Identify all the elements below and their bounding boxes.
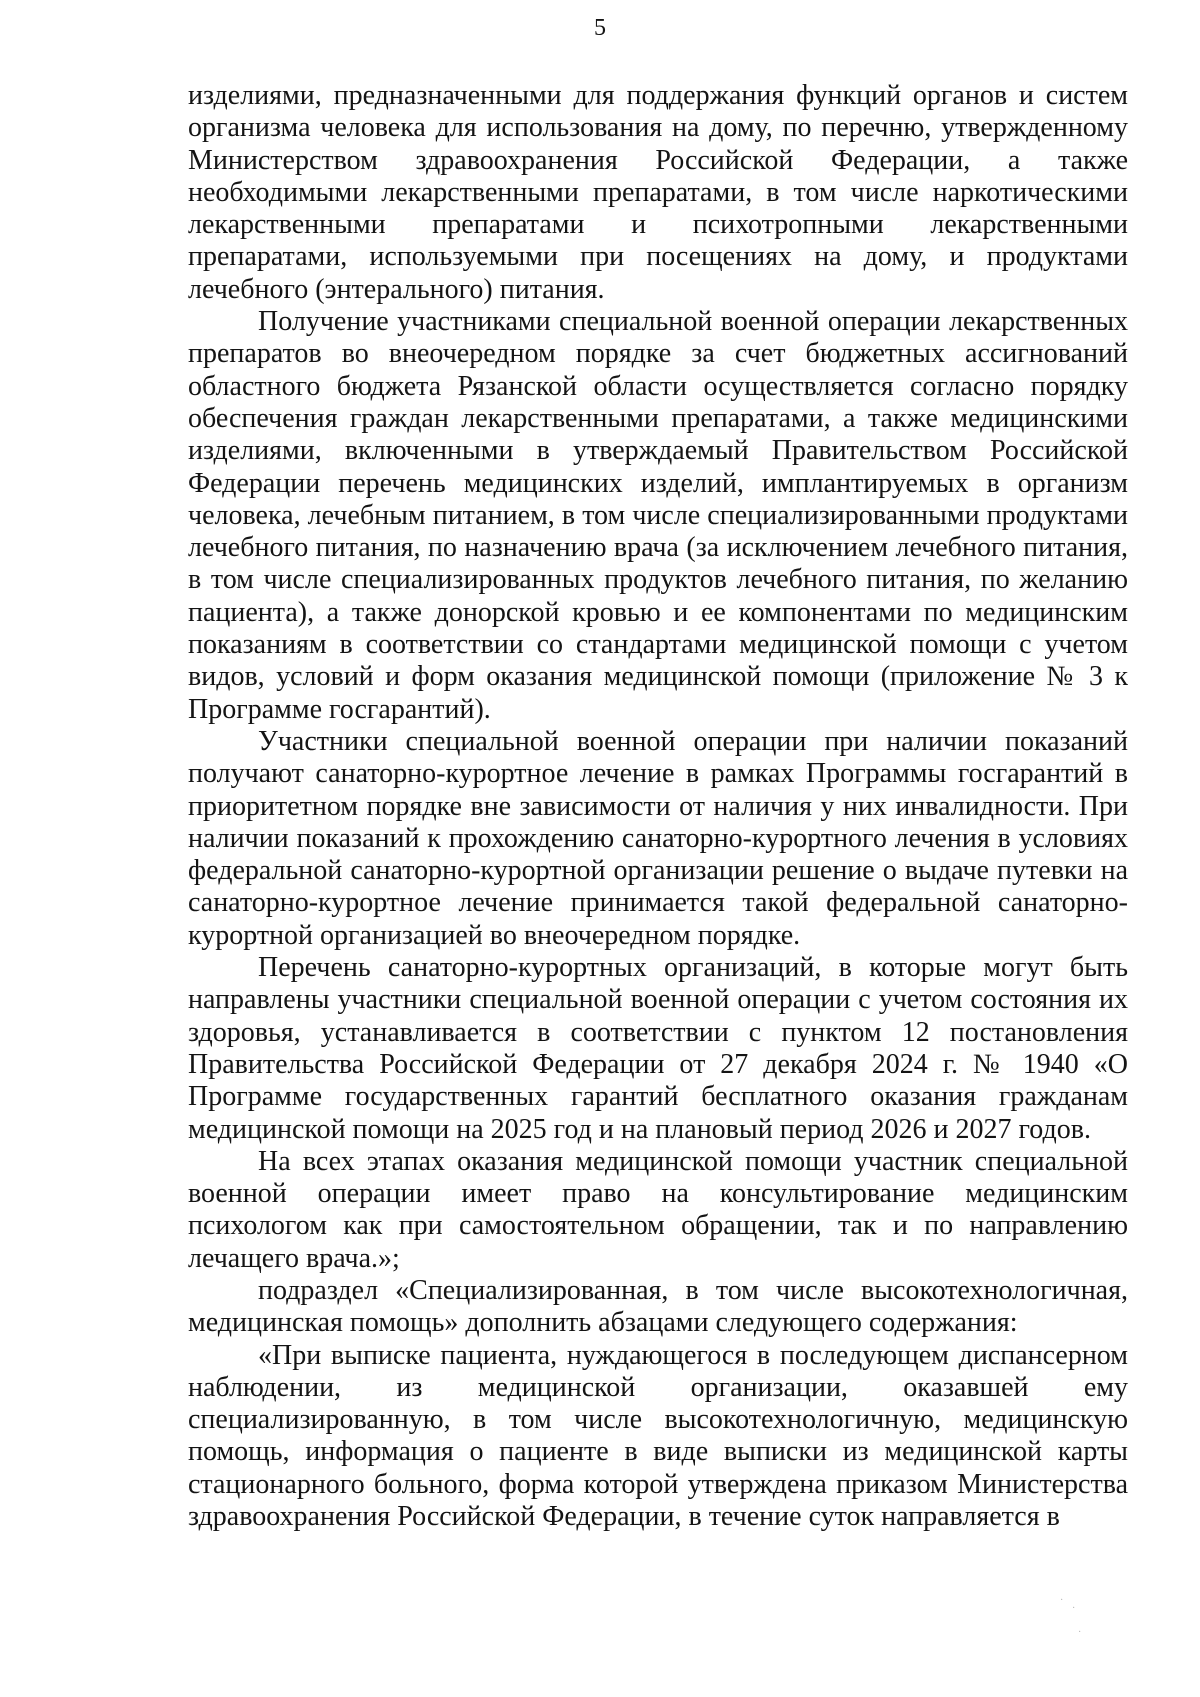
paragraph-psychologist-consultation: На всех этапах оказания медицинской помощи участник специальной военной операции имеет право на консультирование медицинским психологом как при самостоятельном обращении, так и по направлению лечащего врача.»; <box>188 1145 1128 1274</box>
paragraph-subsection-amendment: подраздел «Специализированная, в том числе высокотехнологичная, медицинская помощь» дополнить абзацами следующего содержания: <box>188 1274 1128 1339</box>
page-number: 5 <box>594 15 606 41</box>
scan-speck: · <box>1072 1603 1076 1614</box>
paragraph-medicines-procedure: Получение участниками специальной военной операции лекарственных препаратов во внеочередном порядке за счет бюджетных ассигнований областного бюджета Рязанской области осуществляется согласно порядку обеспечения граждан лекарственными препаратами, а также медицинскими изделиями, включенными в утверждаемый Правительством Российской Федерации перечень медицинских изделий, имплантируемых в организм человека, лечебным питанием, в том числе специализированными продуктами лечебного питания, по назначению врача (за исключением лечебного питания, в том числе специализированных продуктов лечебного питания, по желанию пациента), а также донорской кровью и ее компонентами по медицинским показаниям в соответствии со стандартами медицинской помощи с учетом видов, условий и форм оказания медицинской помощи (приложение № 3 к Программе госгарантий). <box>188 306 1128 725</box>
scan-speck: · <box>1060 1595 1064 1606</box>
paragraph-discharge-information: «При выписке пациента, нуждающегося в последующем диспансерном наблюдении, из медицинской организации, оказавшей ему специализированную, в том числе высокотехнологичную, медицинскую помощь, информация о пациенте в виде выписки из медицинской карты стационарного больного, форма которой утверждена приказом Министерства здравоохранения Российской Федерации, в течение суток направляется в <box>188 1339 1128 1533</box>
scan-speck: · <box>1078 1627 1082 1638</box>
paragraph-sanatorium-list: Перечень санаторно-курортных организаций, в которые могут быть направлены участники специальной военной операции с учетом состояния их здоровья, устанавливается в соответствии с пунктом 12 постановления Правительства Российской Федерации от 27 декабря 2024 г. № 1940 «О Программе государственных гарантий бесплатного оказания гражданам медицинской помощи на 2025 год и на плановый период 2026 и 2027 годов. <box>188 952 1128 1145</box>
document-body <box>188 80 1128 1533</box>
paragraph-1-continuation: изделиями, предназначенными для поддержания функций органов и систем организма человека для использования на дому, по перечню, утвержденному Министерством здравоохранения Российской Федерации, а также необходимыми лекарственными препаратами, в том числе наркотическими лекарственными препаратами и психотропными лекарственными препаратами, используемыми при посещениях на дому, и продуктами лечебного (энтерального) питания. <box>188 80 1128 305</box>
paragraph-sanatorium-treatment: Участники специальной военной операции при наличии показаний получают санаторно-курортное лечение в рамках Программы госгарантий в приоритетном порядке вне зависимости от наличия у них инвалидности. При наличии показаний к прохождению санаторно-курортного лечения в условиях федеральной санаторно-курортной организации решение о выдаче путевки на санаторно-курортное лечение принимается такой федеральной санаторно-курортной организацией во внеочередном порядке. <box>188 725 1128 951</box>
